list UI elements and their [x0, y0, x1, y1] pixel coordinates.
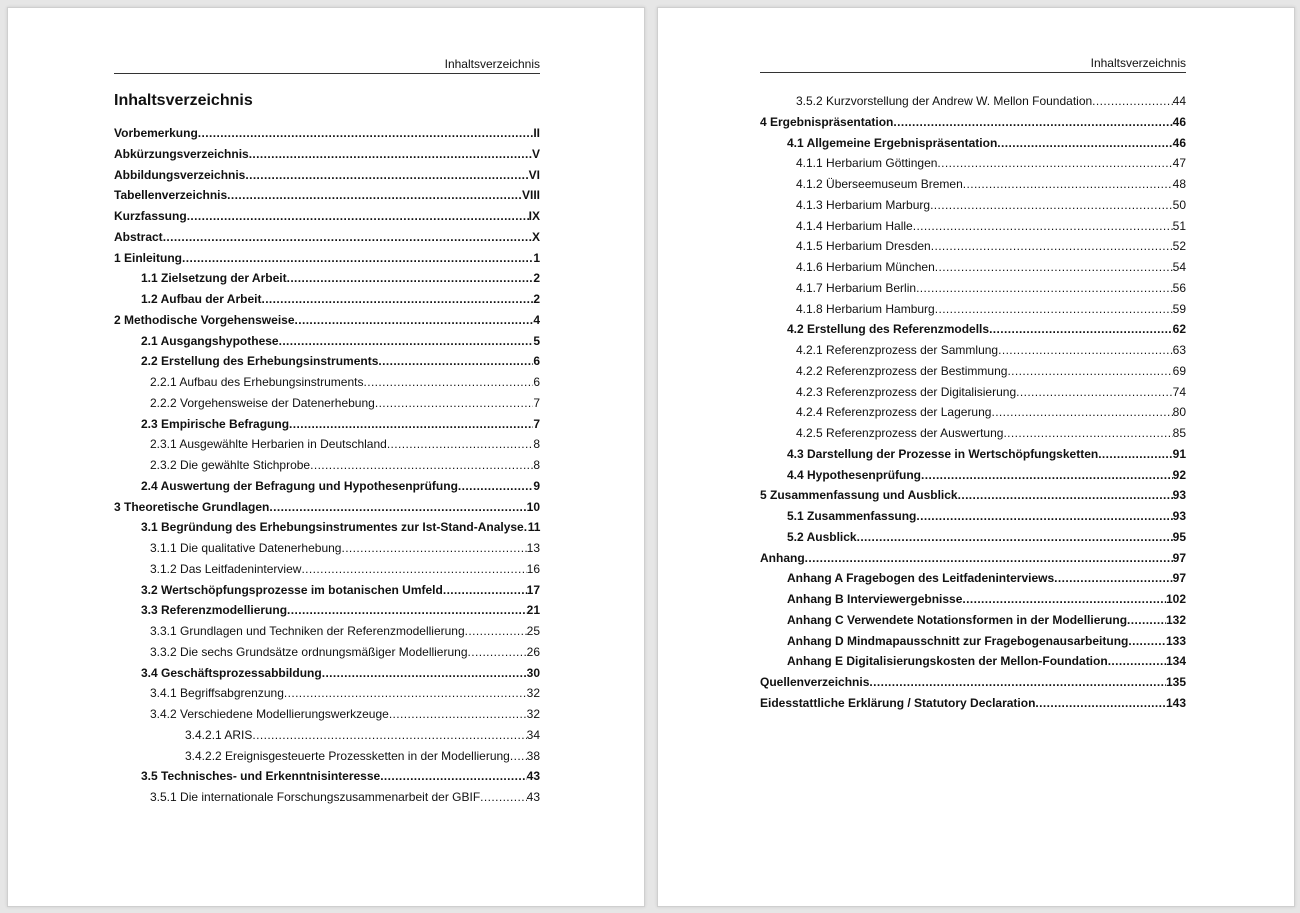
- toc-entry-page: 56: [1172, 280, 1186, 295]
- toc-entry-title: 5 Zusammenfassung und Ausblick: [760, 488, 958, 503]
- toc-entry[interactable]: [760, 571, 1186, 592]
- toc-entry-page: 30: [526, 665, 540, 680]
- toc-entry-title: Tabellenverzeichnis: [114, 188, 228, 203]
- toc-entry-title: 3.1.2 Das Leitfadeninterview: [150, 561, 302, 576]
- toc-dot-leader: [378, 354, 533, 368]
- toc-dot-leader: [857, 530, 1173, 544]
- toc-entry-page: 8: [533, 437, 540, 452]
- toc-entry[interactable]: [760, 198, 1186, 219]
- toc-entry-page: 95: [1172, 529, 1186, 544]
- toc-dot-leader: [935, 260, 1173, 274]
- toc-dot-leader: [913, 219, 1173, 233]
- toc-entry-title: 1.2 Aufbau der Arbeit: [141, 292, 262, 306]
- toc-entry[interactable]: [114, 230, 540, 251]
- toc-entry-title: Anhang: [760, 550, 805, 565]
- toc-entry[interactable]: [114, 209, 540, 230]
- toc-entry[interactable]: [114, 583, 540, 604]
- toc-entry-title: Anhang C Verwendete Notationsformen in der Modellierung: [787, 612, 1128, 627]
- toc-entry-title: 4.2 Erstellung des Referenzmodells: [787, 322, 990, 337]
- toc-entry[interactable]: [760, 654, 1186, 675]
- toc-dot-leader: [284, 686, 527, 700]
- toc-dot-leader: [962, 592, 1166, 606]
- toc-entry[interactable]: [114, 396, 540, 417]
- toc-entry-page: 46: [1172, 135, 1186, 150]
- toc-entry-page: 32: [526, 707, 540, 721]
- toc-entry-page: 52: [1172, 239, 1186, 254]
- toc-entry-page: 6: [533, 354, 540, 369]
- toc-entry[interactable]: [760, 364, 1186, 385]
- toc-entry[interactable]: [760, 156, 1186, 177]
- toc-dot-leader: [937, 156, 1172, 170]
- toc-entry-page: 26: [526, 644, 540, 659]
- toc-entry[interactable]: [760, 592, 1186, 613]
- toc-entry[interactable]: [760, 115, 1186, 136]
- toc-entry-title: 4.2.4 Referenzprozess der Lagerung: [796, 405, 992, 420]
- toc-entry-page: 50: [1172, 197, 1186, 212]
- toc-entry-page: 25: [526, 624, 540, 638]
- toc-dot-leader: [245, 168, 528, 182]
- toc-dot-leader: [930, 198, 1173, 212]
- toc-entry-title: 3 Theoretische Grundlagen: [114, 499, 270, 514]
- toc-entry-title: 3.2 Wertschöpfungsprozesse im botanischen Umfeld: [141, 582, 443, 597]
- toc-entry-title: 3.1 Begründung des Erhebungsinstrumentes zur Ist-Stand-Analyse: [141, 520, 524, 535]
- toc-entry-page: 97: [1172, 550, 1186, 565]
- toc-entry-page: 2: [533, 271, 540, 286]
- toc-entry[interactable]: [114, 354, 540, 375]
- toc-entry[interactable]: [114, 437, 540, 458]
- toc-entry[interactable]: [114, 251, 540, 272]
- toc-entry-page: 93: [1172, 488, 1186, 503]
- toc-entry[interactable]: [760, 322, 1186, 343]
- toc-dot-leader: [289, 417, 533, 431]
- toc-entry[interactable]: [760, 219, 1186, 240]
- toc-entry-page: VIII: [521, 188, 540, 203]
- toc-dot-leader: [341, 541, 526, 555]
- toc-entry[interactable]: [114, 458, 540, 479]
- toc-entry-page: 46: [1172, 114, 1186, 129]
- toc-entry[interactable]: [760, 509, 1186, 530]
- toc-entry[interactable]: [760, 634, 1186, 655]
- toc-dot-leader: [480, 790, 526, 804]
- toc-entry[interactable]: [114, 417, 540, 438]
- toc-entry-page: 91: [1172, 446, 1186, 461]
- toc-entry[interactable]: [760, 696, 1186, 717]
- toc-dot-leader: [991, 405, 1172, 419]
- toc-entry-page: 6: [533, 375, 540, 389]
- toc-entry-title: 4.1.8 Herbarium Hamburg: [796, 301, 935, 316]
- toc-dot-leader: [187, 209, 529, 223]
- toc-entry-page: 11: [527, 520, 541, 535]
- toc-entry[interactable]: [114, 147, 540, 168]
- running-header: Inhaltsverzeichnis: [760, 56, 1186, 73]
- toc-dot-leader: [1092, 94, 1172, 108]
- toc-dot-leader: [363, 375, 533, 389]
- toc-entry-page: V: [531, 146, 540, 161]
- toc-entry-title: 4.2.3 Referenzprozess der Digitalisierung: [796, 384, 1017, 399]
- toc-entry-page: 43: [526, 790, 540, 804]
- toc-entry-page: 4: [533, 312, 540, 327]
- toc-dot-leader: [458, 479, 533, 493]
- toc-entry[interactable]: [114, 126, 540, 147]
- document-page-1: [7, 7, 645, 907]
- toc-entry-title: 4.2.5 Referenzprozess der Auswertung: [796, 426, 1004, 440]
- toc-dot-leader: [227, 188, 522, 202]
- document-page-2: [657, 7, 1295, 907]
- toc-entry[interactable]: [760, 613, 1186, 634]
- toc-entry-page: 13: [526, 541, 540, 555]
- toc-dot-leader: [443, 583, 527, 597]
- toc-entry[interactable]: [760, 468, 1186, 489]
- toc-dot-leader: [998, 343, 1173, 357]
- toc-entry[interactable]: [114, 292, 540, 313]
- toc-dot-leader: [1108, 654, 1166, 668]
- toc-dot-leader: [1054, 571, 1172, 585]
- toc-entry-page: 10: [526, 499, 540, 514]
- toc-list: [114, 126, 540, 811]
- toc-dot-leader: [287, 271, 534, 285]
- toc-entry[interactable]: [760, 136, 1186, 157]
- toc-entry-page: 51: [1172, 218, 1186, 233]
- toc-entry[interactable]: [760, 426, 1186, 447]
- toc-entry-title: 2.3.1 Ausgewählte Herbarien in Deutschland: [150, 437, 387, 452]
- toc-entry-title: 4.1.6 Herbarium München: [796, 260, 935, 274]
- toc-entry-title: Quellenverzeichnis: [760, 675, 870, 689]
- toc-entry-page: 133: [1165, 633, 1186, 648]
- toc-entry[interactable]: [114, 790, 540, 811]
- toc-entry-title: Anhang E Digitalisierungskosten der Mellon-Foundation: [787, 654, 1108, 669]
- toc-entry-page: 44: [1172, 94, 1186, 108]
- toc-entry-title: 4.2.1 Referenzprozess der Sammlung: [796, 343, 999, 357]
- toc-entry-page: 16: [526, 561, 540, 576]
- toc-dot-leader: [389, 707, 527, 721]
- toc-dot-leader: [310, 458, 533, 472]
- toc-dot-leader: [269, 500, 526, 514]
- toc-entry[interactable]: [114, 520, 540, 541]
- toc-entry-title: 3.3.2 Die sechs Grundsätze ordnungsmäßiger Modellierung: [150, 644, 468, 659]
- toc-entry[interactable]: [760, 343, 1186, 364]
- toc-dot-leader: [468, 645, 527, 659]
- toc-entry-title: 1.1 Zielsetzung der Arbeit: [141, 271, 287, 286]
- running-header: Inhaltsverzeichnis: [114, 57, 540, 74]
- toc-entry-title: 3.5.1 Die internationale Forschungszusammenarbeit der GBIF: [150, 790, 481, 804]
- toc-entry-title: 2 Methodische Vorgehensweise: [114, 312, 295, 327]
- toc-dot-leader: [295, 313, 534, 327]
- toc-entry-title: 4.3 Darstellung der Prozesse in Wertschöpfungsketten: [787, 446, 1099, 461]
- toc-dot-leader: [869, 675, 1166, 689]
- toc-entry-title: Vorbemerkung: [114, 126, 198, 140]
- toc-entry-title: 4.2.2 Referenzprozess der Bestimmung: [796, 363, 1008, 378]
- toc-entry[interactable]: [114, 769, 540, 790]
- toc-entry-page: 74: [1172, 384, 1186, 399]
- toc-dot-leader: [163, 230, 532, 244]
- toc-entry[interactable]: [760, 385, 1186, 406]
- toc-entry-title: Anhang A Fragebogen des Leitfadeninterviews: [787, 571, 1055, 586]
- toc-dot-leader: [958, 488, 1173, 502]
- toc-entry-title: 4.1.5 Herbarium Dresden: [796, 239, 931, 254]
- toc-entry-page: 38: [526, 748, 540, 763]
- toc-entry[interactable]: [760, 94, 1186, 115]
- toc-entry[interactable]: [114, 707, 540, 728]
- toc-entry-page: 143: [1165, 695, 1186, 710]
- toc-entry-page: 17: [526, 582, 540, 597]
- toc-entry-title: 3.4.2.2 Ereignisgesteuerte Prozessketten in der Modellierung: [185, 748, 510, 763]
- toc-entry-title: 3.4.1 Begriffsabgrenzung: [150, 686, 284, 701]
- toc-entry-title: 4.1.2 Überseemuseum Bremen: [796, 177, 963, 191]
- toc-heading: Inhaltsverzeichnis: [114, 92, 253, 109]
- toc-entry[interactable]: [114, 479, 540, 500]
- toc-entry[interactable]: [760, 405, 1186, 426]
- toc-entry[interactable]: [114, 188, 540, 209]
- toc-dot-leader: [279, 334, 534, 348]
- toc-dot-leader: [375, 396, 533, 410]
- toc-entry[interactable]: [114, 624, 540, 645]
- toc-entry-title: 3.1.1 Die qualitative Datenerhebung: [150, 541, 342, 555]
- toc-entry-title: 2.2.2 Vorgehensweise der Datenerhebung: [150, 395, 375, 410]
- toc-dot-leader: [510, 749, 527, 763]
- toc-dot-leader: [893, 115, 1172, 129]
- toc-entry-title: 3.4.2.1 ARIS: [185, 727, 253, 742]
- toc-entry-page: 69: [1172, 363, 1186, 378]
- toc-entry[interactable]: [114, 500, 540, 521]
- toc-entry[interactable]: [760, 260, 1186, 281]
- toc-entry-page: 80: [1172, 405, 1186, 420]
- toc-dot-leader: [963, 177, 1173, 191]
- toc-entry-page: 7: [533, 416, 540, 431]
- toc-entry-page: II: [533, 126, 540, 140]
- toc-entry-title: 3.4 Geschäftsprozessabbildung: [141, 665, 322, 680]
- toc-entry-title: Abkürzungsverzeichnis: [114, 146, 249, 161]
- toc-entry[interactable]: [114, 375, 540, 396]
- toc-entry[interactable]: [114, 541, 540, 562]
- toc-entry[interactable]: [114, 562, 540, 583]
- toc-entry-page: 135: [1165, 675, 1186, 689]
- toc-dot-leader: [935, 302, 1173, 316]
- toc-entry-title: Abstract: [114, 229, 163, 244]
- toc-entry[interactable]: [760, 177, 1186, 198]
- toc-entry-title: 2.3 Empirische Befragung: [141, 416, 290, 431]
- toc-entry[interactable]: [760, 447, 1186, 468]
- toc-entry[interactable]: [760, 239, 1186, 260]
- toc-entry-page: VI: [528, 167, 540, 182]
- toc-entry-page: 32: [526, 686, 540, 701]
- toc-entry-page: 34: [526, 727, 540, 742]
- toc-entry-page: 93: [1172, 509, 1186, 523]
- toc-entry-title: 3.5.2 Kurzvorstellung der Andrew W. Mellon Foundation: [796, 94, 1093, 108]
- toc-entry[interactable]: [114, 728, 540, 749]
- toc-entry-page: 7: [533, 395, 540, 410]
- toc-dot-leader: [989, 322, 1173, 336]
- toc-entry-title: 5.2 Ausblick: [787, 529, 857, 544]
- toc-entry[interactable]: [114, 603, 540, 624]
- toc-entry-title: 4.1.1 Herbarium Göttingen: [796, 156, 938, 171]
- toc-dot-leader: [931, 239, 1173, 253]
- toc-entry-page: 21: [526, 603, 540, 618]
- toc-entry-page: 47: [1172, 156, 1186, 171]
- toc-dot-leader: [261, 292, 533, 306]
- toc-entry-title: 2.2 Erstellung des Erhebungsinstruments: [141, 354, 379, 369]
- toc-dot-leader: [322, 666, 527, 680]
- toc-list: [760, 94, 1186, 717]
- toc-dot-leader: [387, 437, 533, 451]
- toc-dot-leader: [1098, 447, 1172, 461]
- toc-entry[interactable]: [760, 281, 1186, 302]
- toc-dot-leader: [805, 551, 1173, 565]
- toc-entry-title: Anhang B Interviewergebnisse: [787, 592, 963, 606]
- toc-entry-title: 4.4 Hypothesenprüfung: [787, 467, 922, 482]
- toc-entry-title: Kurzfassung: [114, 209, 187, 223]
- toc-dot-leader: [916, 281, 1173, 295]
- toc-entry-title: 4.1.3 Herbarium Marburg: [796, 197, 931, 212]
- toc-entry-title: 3.3 Referenzmodellierung: [141, 603, 288, 618]
- toc-entry-title: 3.4.2 Verschiedene Modellierungswerkzeuge: [150, 707, 389, 721]
- toc-entry[interactable]: [114, 313, 540, 334]
- toc-entry-page: 102: [1165, 592, 1186, 606]
- toc-entry-title: 3.3.1 Grundlagen und Techniken der Referenzmodellierung: [150, 624, 465, 638]
- toc-entry[interactable]: [114, 168, 540, 189]
- toc-entry-title: 4.1 Allgemeine Ergebnispräsentation: [787, 135, 998, 150]
- toc-entry[interactable]: [114, 334, 540, 355]
- toc-dot-leader: [465, 624, 527, 638]
- toc-entry-title: 3.5 Technisches- und Erkenntnisinteresse: [141, 769, 381, 784]
- toc-entry-page: 63: [1172, 343, 1186, 357]
- toc-entry-page: 92: [1172, 467, 1186, 482]
- toc-dot-leader: [252, 728, 526, 742]
- toc-entry-page: IX: [528, 209, 540, 223]
- toc-entry-page: 8: [533, 458, 540, 472]
- toc-entry[interactable]: [760, 530, 1186, 551]
- toc-entry-page: 5: [533, 333, 540, 348]
- toc-entry[interactable]: [114, 686, 540, 707]
- toc-entry-page: 2: [533, 292, 540, 306]
- toc-dot-leader: [380, 769, 526, 783]
- toc-entry[interactable]: [760, 488, 1186, 509]
- toc-dot-leader: [1016, 385, 1173, 399]
- toc-entry-title: 2.4 Auswertung der Befragung und Hypothesenprüfung: [141, 478, 458, 493]
- toc-entry-page: 97: [1172, 571, 1186, 586]
- toc-entry[interactable]: [114, 271, 540, 292]
- toc-dot-leader: [1007, 364, 1172, 378]
- toc-entry-page: 134: [1165, 654, 1186, 669]
- toc-entry[interactable]: [114, 749, 540, 770]
- toc-entry-title: 2.1 Ausgangshypothese: [141, 333, 279, 348]
- toc-entry-page: 43: [526, 769, 540, 784]
- toc-entry-title: 4.1.4 Herbarium Halle: [796, 218, 913, 233]
- toc-entry-page: 9: [533, 478, 540, 493]
- toc-entry-title: Abbildungsverzeichnis: [114, 167, 246, 182]
- toc-entry-title: 1 Einleitung: [114, 250, 183, 265]
- toc-entry-page: 1: [533, 250, 540, 265]
- toc-entry-title: 5.1 Zusammenfassung: [787, 509, 917, 523]
- toc-dot-leader: [1128, 634, 1166, 648]
- toc-dot-leader: [182, 251, 533, 265]
- toc-dot-leader: [1003, 426, 1172, 440]
- toc-entry[interactable]: [114, 666, 540, 687]
- toc-dot-leader: [198, 126, 534, 140]
- toc-entry-title: Anhang D Mindmapausschnitt zur Fragebogenausarbeitung: [787, 633, 1129, 648]
- toc-dot-leader: [1127, 613, 1166, 627]
- toc-dot-leader: [249, 147, 532, 161]
- toc-entry-title: 4 Ergebnispräsentation: [760, 114, 894, 129]
- toc-entry-page: X: [531, 229, 540, 244]
- toc-entry-page: 62: [1172, 322, 1186, 337]
- toc-entry[interactable]: [114, 645, 540, 666]
- toc-entry[interactable]: [760, 675, 1186, 696]
- toc-entry-title: Eidesstattliche Erklärung / Statutory Declaration: [760, 695, 1036, 710]
- toc-dot-leader: [916, 509, 1172, 523]
- toc-entry[interactable]: [760, 551, 1186, 572]
- toc-dot-leader: [921, 468, 1173, 482]
- toc-entry-page: 48: [1172, 177, 1186, 191]
- toc-entry-title: 2.3.2 Die gewählte Stichprobe: [150, 458, 311, 472]
- toc-entry-page: 59: [1172, 301, 1186, 316]
- toc-entry[interactable]: [760, 302, 1186, 323]
- toc-dot-leader: [287, 603, 527, 617]
- toc-entry-page: 132: [1165, 612, 1186, 627]
- toc-dot-leader: [997, 136, 1172, 150]
- toc-entry-title: 4.1.7 Herbarium Berlin: [796, 280, 917, 295]
- toc-entry-title: 2.2.1 Aufbau des Erhebungsinstruments: [150, 375, 364, 389]
- toc-dot-leader: [1035, 696, 1166, 710]
- toc-entry-page: 85: [1172, 426, 1186, 440]
- toc-dot-leader: [301, 562, 526, 576]
- toc-entry-page: 54: [1172, 260, 1186, 274]
